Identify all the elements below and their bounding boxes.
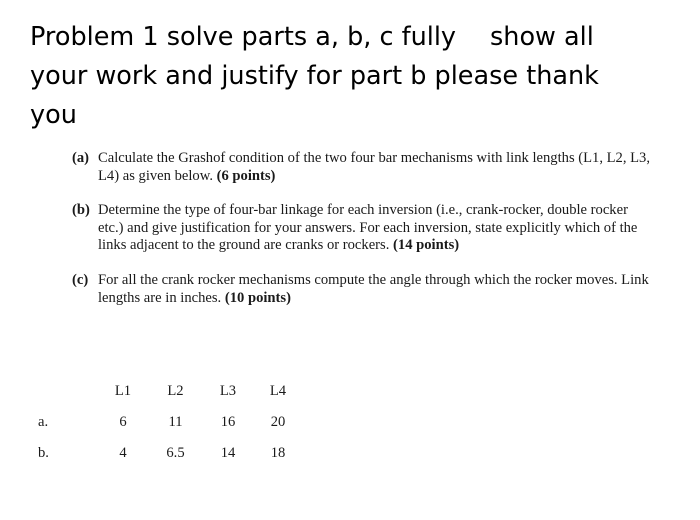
table-cell: 6.5 bbox=[166, 445, 185, 461]
part-a-points: (6 points) bbox=[216, 167, 276, 184]
part-c bbox=[72, 272, 652, 307]
row-label: a. bbox=[38, 414, 49, 430]
header-line-1 bbox=[30, 18, 670, 57]
table-cell: 4 bbox=[119, 445, 127, 461]
column-header-l1: L1 bbox=[114, 383, 132, 399]
header-line-1-text-end: show all bbox=[490, 22, 594, 52]
table-header-row bbox=[38, 376, 303, 407]
table-cell: 16 bbox=[220, 414, 236, 430]
part-a-tag: (a) bbox=[72, 150, 90, 166]
part-b-points: (14 points) bbox=[393, 237, 460, 254]
table-row bbox=[38, 407, 303, 438]
question-header bbox=[30, 18, 670, 135]
table-cell: 11 bbox=[168, 414, 183, 430]
part-b bbox=[72, 202, 652, 255]
part-a bbox=[72, 150, 652, 185]
column-header-l3: L3 bbox=[219, 383, 237, 399]
table-row bbox=[38, 438, 303, 469]
table-cell: 6 bbox=[119, 414, 127, 430]
header-line-3: you bbox=[30, 100, 77, 130]
column-header-l4: L4 bbox=[269, 383, 287, 399]
part-c-text: For all the crank rocker mechanisms compute the angle through which the rocker moves. Link lengths are in inches. bbox=[98, 271, 649, 306]
row-label: b. bbox=[38, 445, 49, 461]
link-lengths-table bbox=[38, 376, 303, 469]
table-cell: 20 bbox=[270, 414, 286, 430]
header-line-2: your work and justify for part b please thank bbox=[30, 61, 599, 91]
part-c-tag: (c) bbox=[72, 271, 89, 288]
part-c-points: (10 points) bbox=[224, 289, 291, 306]
table-cell: 14 bbox=[220, 445, 236, 461]
problem-statement bbox=[72, 150, 652, 324]
part-b-text: Determine the type of four-bar linkage for each inversion (i.e., crank-rocker, double rocker etc.) and give justification for your answers. For each inversion, state explicitly which of the links adjacent to the ground are cranks or rockers. bbox=[98, 202, 638, 254]
table-cell: 18 bbox=[270, 445, 286, 461]
header-line-1-text: Problem 1 solve parts a, b, c fully bbox=[30, 22, 456, 52]
part-b-tag: (b) bbox=[72, 202, 90, 219]
part-a-text: Calculate the Grashof condition of the two four bar mechanisms with link lengths (L1, L2, L3, L4) as given below. bbox=[98, 150, 651, 184]
table-corner-cell bbox=[38, 376, 98, 407]
column-header-l2: L2 bbox=[167, 383, 184, 399]
